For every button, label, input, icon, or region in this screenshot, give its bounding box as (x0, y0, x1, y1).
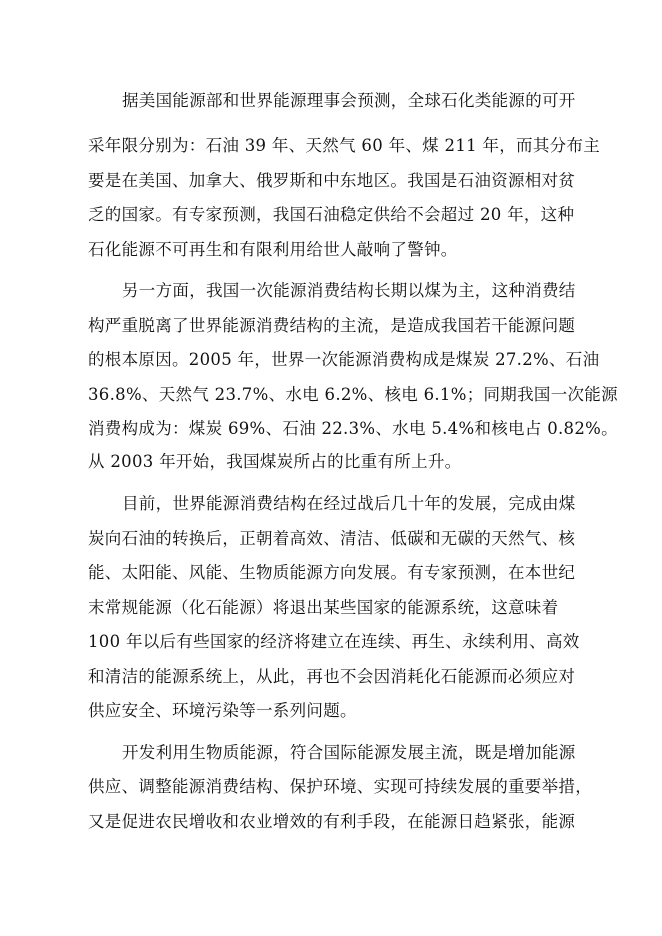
paragraph-1-line-4: 乏的国家。有专家预测，我国石油稳定供给不会超过 20 年，这种 (88, 205, 575, 224)
paragraph-3-line-2: 炭向石油的转换后，正朝着高效、清洁、低碳和无碳的天然气、核 (88, 529, 576, 548)
paragraph-2-line-6: 从 2003 年开始，我国煤炭所占的比重有所上升。 (88, 452, 462, 471)
paragraph-2-line-4: 36.8%、天然气 23.7%、水电 6.2%、核电 6.1%；同期我国一次能源 (88, 385, 618, 404)
paragraph-3-line-3: 能、太阳能、风能、生物质能源方向发展。有专家预测，在本世纪 (88, 563, 576, 582)
paragraph-3-line-6: 和清洁的能源系统上，从此，再也不会因消耗化石能源而必须应对 (88, 667, 576, 686)
paragraph-3-line-7: 供应安全、环境污染等一系列问题。 (88, 701, 357, 720)
paragraph-3-line-1: 目前，世界能源消费结构在经过战后几十年的发展，完成由煤 (122, 494, 576, 513)
paragraph-3-line-5: 100 年以后有些国家的经济将建立在连续、再生、永续利用、高效 (88, 632, 580, 651)
paragraph-1-line-1: 据美国能源部和世界能源理事会预测，全球石化类能源的可开 (122, 91, 576, 110)
paragraph-1-line-2: 采年限分别为：石油 39 年、天然气 60 年、煤 211 年，而其分布主 (88, 136, 601, 155)
paragraph-4-line-3: 又是促进农民增收和农业增效的有利手段，在能源日趋紧张，能源 (88, 812, 576, 831)
paragraph-2-line-3: 的根本原因。2005 年，世界一次能源消费构成是煤炭 27.2%、石油 (88, 350, 600, 369)
paragraph-4-line-1: 开发利用生物质能源，符合国际能源发展主流，既是增加能源 (122, 743, 576, 762)
paragraph-3-line-4: 末常规能源（化石能源）将退出某些国家的能源系统，这意味着 (88, 598, 559, 617)
paragraph-2-line-1: 另一方面，我国一次能源消费结构长期以煤为主，这种消费结 (122, 281, 576, 300)
paragraph-1-line-3: 要是在美国、加拿大、俄罗斯和中东地区。我国是石油资源相对贫 (88, 171, 576, 190)
paragraph-2-line-5: 消费构成为：煤炭 69%、石油 22.3%、水电 5.4%和核电占 0.82%。 (88, 419, 618, 438)
paragraph-4-line-2: 供应、调整能源消费结构、保护环境、实现可持续发展的重要举措， (88, 777, 592, 796)
paragraph-1-line-5: 石化能源不可再生和有限利用给世人敲响了警钟。 (88, 240, 458, 259)
paragraph-2-line-2: 构严重脱离了世界能源消费结构的主流，是造成我国若干能源问题 (88, 316, 576, 335)
